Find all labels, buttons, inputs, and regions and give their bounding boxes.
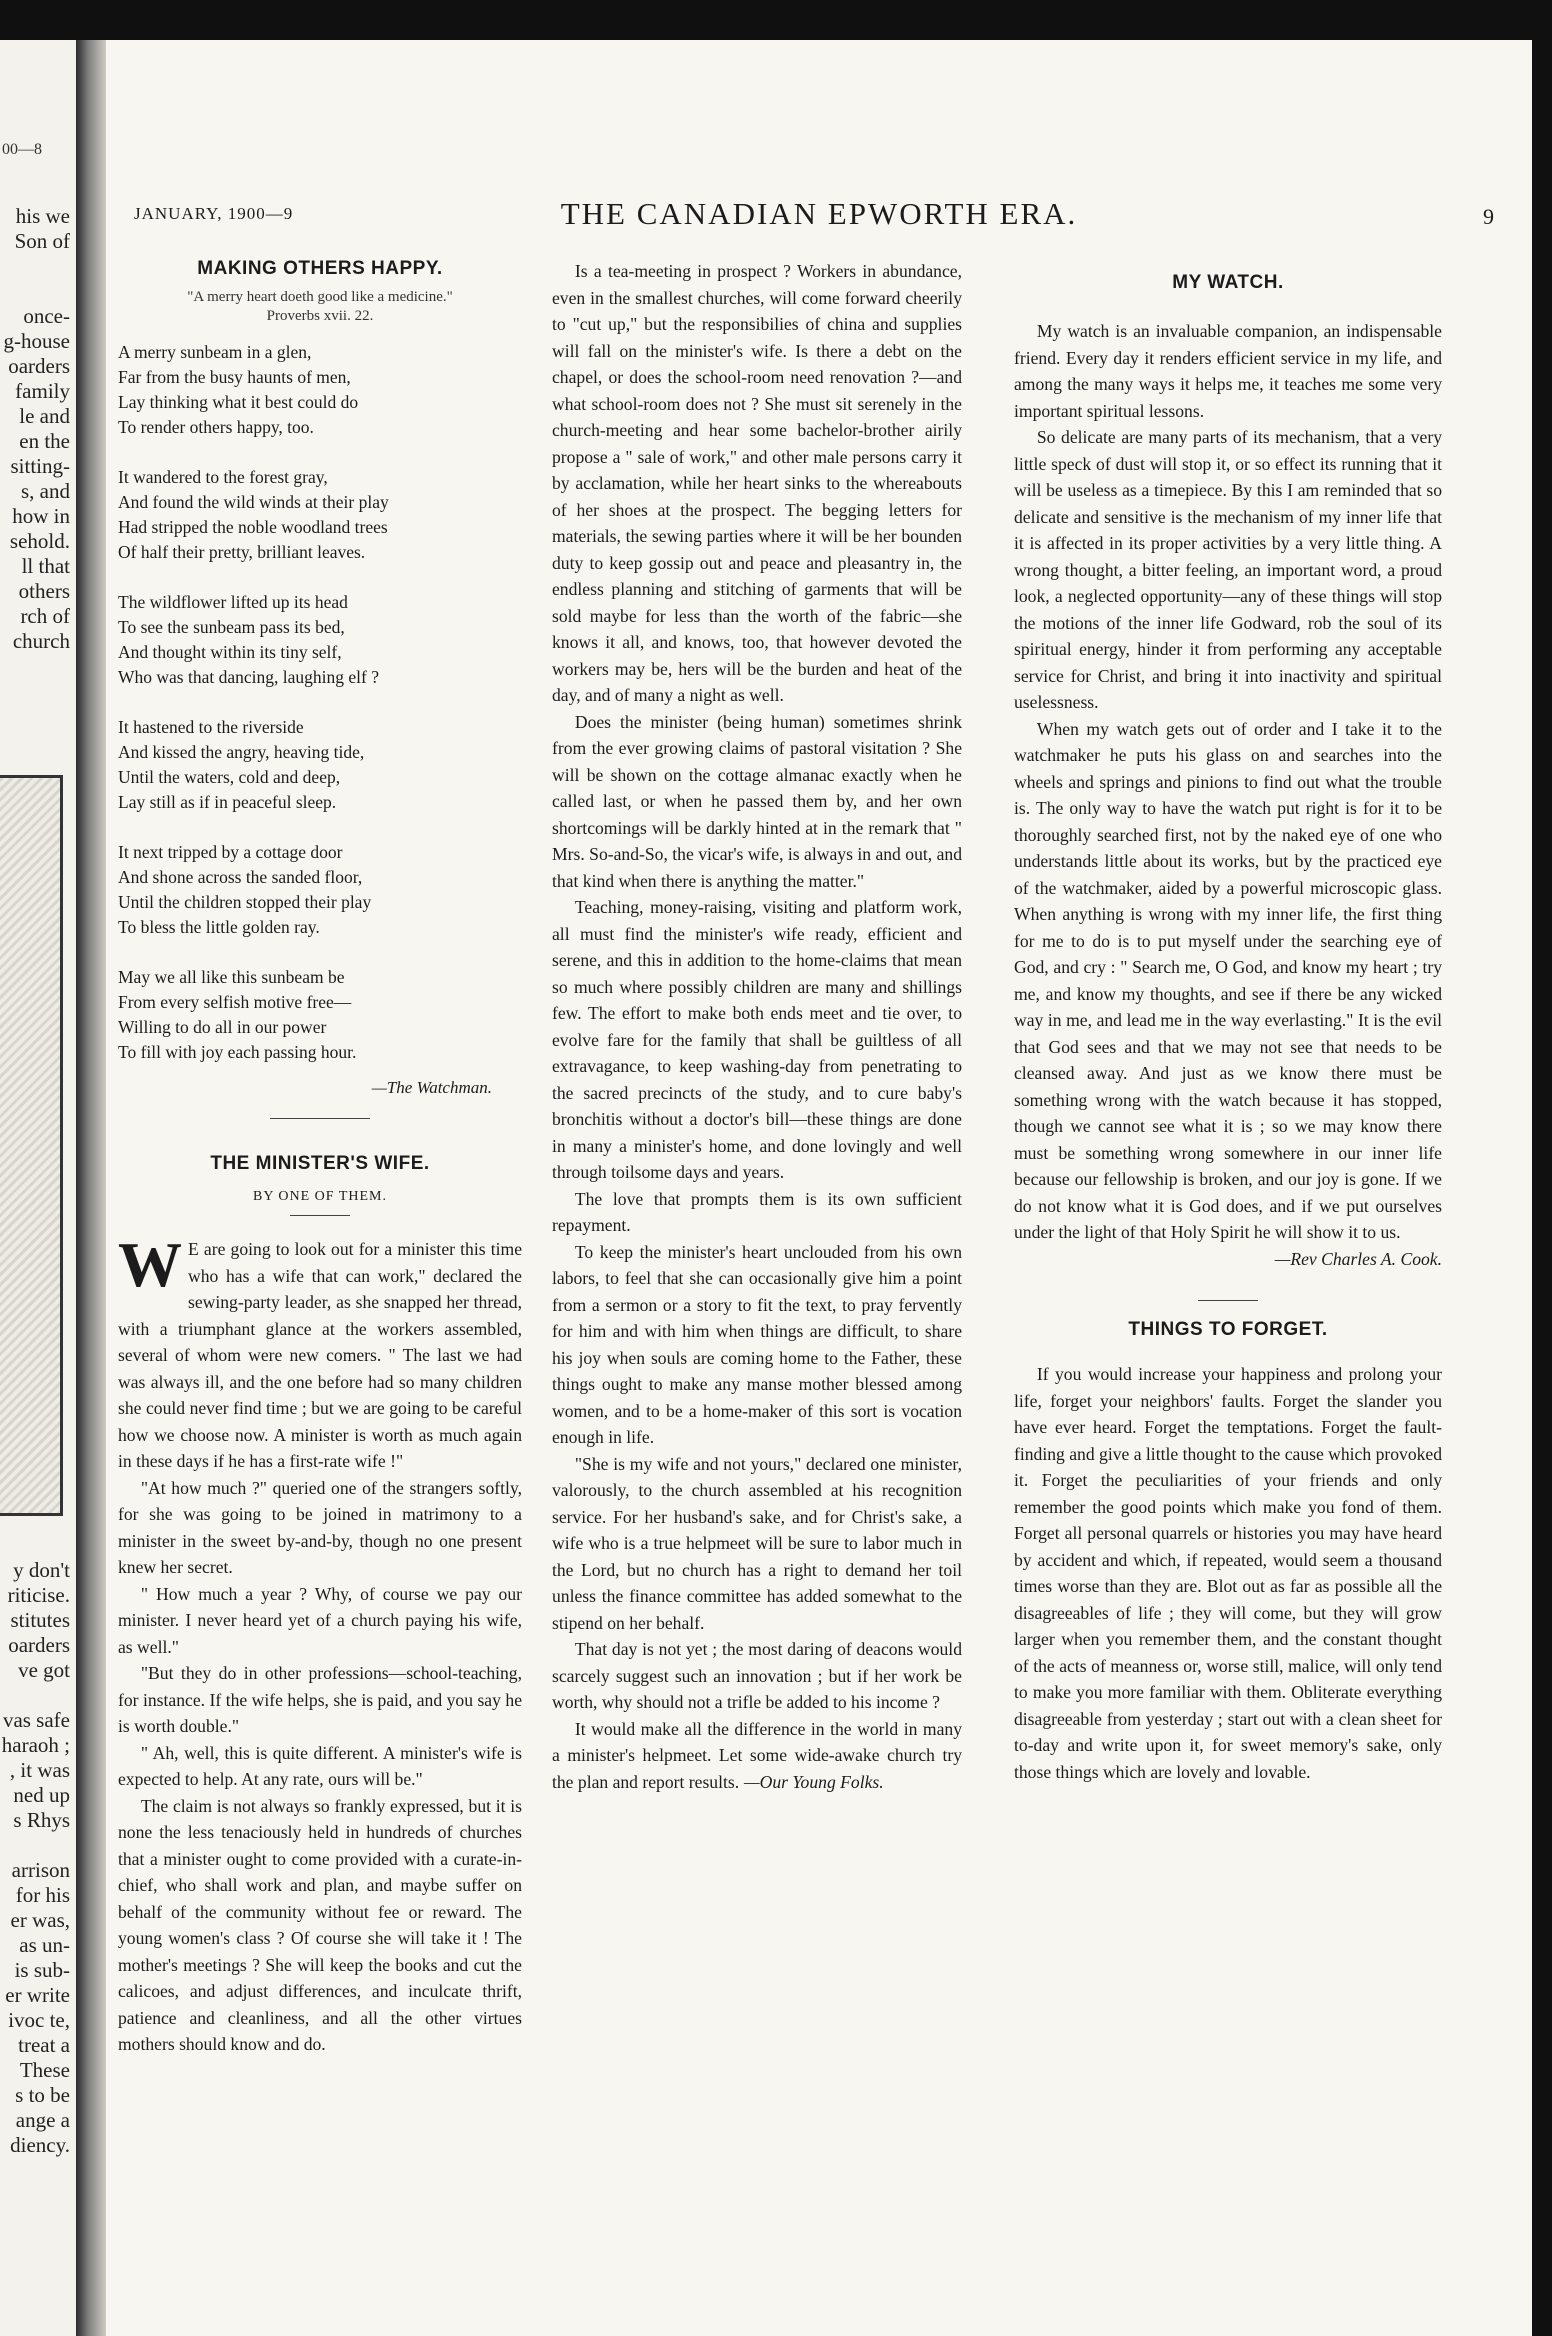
paragraph-text: Teaching, money-raising, visiting and platform work, all must find the minister's wife ready, efficient and serene, and this in addition to the home-claims that mean so much where possibly children are many and shillings few. The effort to make both ends meet and tie over, to evolve fare for the family that shall be guiltless of all extravagance, to keep washing-day from penetrating to the sacred precincts of the study, and to cure baby's bronchitis without a doctor's bill—these things are done in many a minister's home, and done lovingly and well through toilsome days and years. bbox=[552, 897, 962, 1182]
previous-page-line: g-house bbox=[3, 329, 70, 353]
previous-page-line: once- bbox=[23, 304, 70, 328]
poem-stanza bbox=[118, 840, 522, 940]
previous-page-line: ve got bbox=[18, 1658, 70, 1682]
previous-page-line: These bbox=[19, 2058, 70, 2082]
poem-line: It hastened to the riverside bbox=[118, 717, 304, 737]
poem-line: Until the waters, cold and deep, bbox=[118, 767, 341, 787]
paragraph bbox=[118, 1660, 522, 1740]
paragraph-text: Does the minister (being human) sometimes shrink from the ever growing claims of pastoral visitation ? She will be shown on the cottage almanac exactly when he called last, or when he passed them by, and her own shortcomings will be darkly hinted at in the remark that " Mrs. So-and-So, the vicar's wife, is always in and out, and that kind when there is anything the matter." bbox=[552, 711, 962, 891]
paragraph bbox=[552, 894, 962, 1186]
page-header bbox=[106, 158, 1532, 231]
poem-line: Had stripped the noble woodland trees bbox=[118, 517, 388, 537]
poem-attribution: —The Watchman. bbox=[371, 1078, 492, 1097]
column-1 bbox=[118, 258, 522, 2058]
paragraph-text: It would make all the difference in the world in many a minister's helpmeet. Let some wide-awake church try the plan and report results. bbox=[552, 1718, 962, 1792]
paragraph bbox=[118, 1229, 522, 1475]
article-title-making-others-happy: MAKING OTHERS HAPPY. bbox=[197, 258, 443, 279]
divider bbox=[290, 1215, 350, 1216]
paragraph-text: When my watch gets out of order and I take it to the watchmaker he puts his glass on and searches into the wheels and springs and pinions to find out what the trouble is. The only way to have the watch put right is for it to be thoroughly searched first, not by the naked eye of one who understands little about its works, but by the practiced eye of the watchmaker, aided by a powerful microscopic glass. When anything is wrong with my inner life, the first thing for me to do is to put myself under the searching eye of God, and cry : " Search me, O God, and know my heart ; try me, and know my thoughts, and see if there be any wicked way in me, and lead me in the way everlasting." It is the evil that God sees and that we may not see that needs to be cleansed away. And just as we know there must be something wrong with the watch because it has stopped, though we cannot see what it is ; so we may know there must be something wrong somewhere in our inner life because our fellowship is broken, and our joy is gone. If we do not know what it is God does, and if we put ourselves under the light of that Holy Spirit he will show it to us. bbox=[1014, 718, 1442, 1242]
paragraph-text: "At how much ?" queried one of the strangers softly, for she was going to be joined in matrimony to a minister in the sweet by-and-by, though no one present knew her secret. bbox=[118, 1477, 522, 1577]
previous-page-line: diency. bbox=[10, 2133, 70, 2157]
poem-line: Willing to do all in our power bbox=[118, 1017, 327, 1037]
previous-page-line: y don't bbox=[13, 1558, 70, 1582]
previous-page-line: treat a bbox=[18, 2033, 70, 2057]
paragraph bbox=[118, 1793, 522, 2058]
things-to-forget-text bbox=[1014, 1361, 1442, 1785]
epigraph-source: Proverbs xvii. 22. bbox=[266, 308, 374, 324]
previous-page-line: as un- bbox=[19, 1933, 70, 1957]
paragraph bbox=[118, 1475, 522, 1581]
poem-line: It next tripped by a cottage door bbox=[118, 842, 343, 862]
poem-line: May we all like this sunbeam be bbox=[118, 967, 345, 987]
poem-stanza bbox=[118, 340, 522, 440]
paragraph-text: "She is my wife and not yours," declared one minister, valorously, to the church assembled at his recognition service. For her husband's sake, and for Christ's sake, a wife who is a true helpmeet will be sure to labor much in the Lord, but no church has a right to demand her toil unless the finance committee has added somewhat to the stipend on her behalf. bbox=[552, 1453, 962, 1633]
poem-line: To see the sunbeam pass its bed, bbox=[118, 617, 345, 637]
previous-page-line: en the bbox=[19, 429, 70, 453]
column-3 bbox=[1014, 258, 1442, 1785]
poem-line: And kissed the angry, heaving tide, bbox=[118, 742, 365, 762]
paragraph bbox=[118, 1581, 522, 1661]
poem-line: To fill with joy each passing hour. bbox=[118, 1042, 357, 1062]
paragraph-text: So delicate are many parts of its mechanism, that a very little speck of dust will stop it, or so effect its running that it will be useless as a timepiece. By this I am reminded that so delicate and sensitive is the mechanism of my inner life that it is affected in its proper activities by a very little thing. A wrong thought, a bitter feeling, an important word, a proud look, a neglected opportunity—any of these things will stop the motions of the inner life Godward, rob the soul of its spiritual energy, hinder it from performing any acceptable service for Christ, and bring it into inactivity and spiritual uselessness. bbox=[1014, 427, 1442, 712]
poem-line: And thought within its tiny self, bbox=[118, 642, 342, 662]
previous-page-line: oarders bbox=[8, 1633, 70, 1657]
paragraph bbox=[552, 1239, 962, 1451]
previous-page-line: ange a bbox=[15, 2108, 70, 2132]
previous-page-line: stitutes bbox=[10, 1608, 70, 1632]
previous-page-line: s to be bbox=[15, 2083, 70, 2107]
article-title-my-watch: MY WATCH. bbox=[1172, 272, 1284, 293]
paragraph bbox=[552, 709, 962, 895]
poem-stanza bbox=[118, 715, 522, 815]
previous-page-line: er write bbox=[5, 1983, 70, 2007]
paragraph-text: To keep the minister's heart unclouded from his own labors, to feel that she can occasionally give him a point from a sermon or a story to fit the text, to pray fervently for him and with him when things are difficult, to share his joy when souls are coming home to the Father, these things ought to make any manse mother blessed among women, and to be a home-maker of this sort is vocation enough in life. bbox=[552, 1241, 962, 1447]
paragraph-text: E are going to look out for a minister this time who has a wife that can work," declared the sewing-party leader, as she snapped her thread, with a triumphant glance at the workers assembled, several of whom were new comers. " The last we had was always ill, and the one before had so many children she could never find time ; but we are going to be careful how we choose now. A minister is worth as much again in these days if he has a first-rate wife !" bbox=[118, 1239, 522, 1471]
previous-page-line: rch of bbox=[20, 604, 70, 628]
poem-line: And shone across the sanded floor, bbox=[118, 867, 363, 887]
divider bbox=[1198, 1300, 1258, 1301]
column-2 bbox=[552, 258, 962, 1795]
poem-stanza bbox=[118, 965, 522, 1065]
previous-page-line: s Rhys bbox=[13, 1808, 70, 1832]
paragraph-text: If you would increase your happiness and prolong your life, forget your neighbors' faults. Forget the slander you have ever heard. Forget the temptations. Forget the fault-finding and give a little thought to the cause which provoked it. Forget the peculiarities of your friends and only remember the good points which make you fond of them. Forget all personal quarrels or histories you may have heard by accident and which, if repeated, would seem a thousand times worse than they are. Blot out as far as possible all the disagreeables of life ; they will come, but they will grow larger when you remember them, and the constant thought of the acts of meanness or, worse still, malice, will only tend to make you more familiar with them. Obliterate everything disagreeable from yesterday ; start out with a clean sheet for to-day and write upon it, for sweet memory's sake, only those things which are lovely and lovable. bbox=[1014, 1364, 1443, 1782]
previous-page-line: riticise. bbox=[7, 1583, 70, 1607]
poem-stanza bbox=[118, 590, 522, 690]
poem-line: To bless the little golden ray. bbox=[118, 917, 320, 937]
attribution-text: —Our Young Folks. bbox=[744, 1771, 884, 1792]
poem-line: Who was that dancing, laughing elf ? bbox=[118, 667, 379, 687]
poem-line: From every selfish motive free— bbox=[118, 992, 352, 1012]
paragraph-text: My watch is an invaluable companion, an indispensable friend. Every day it renders efficient service in my life, and among the many ways it helps me, it teaches me some very important spiritual lessons. bbox=[1014, 321, 1442, 421]
previous-page-line: church bbox=[12, 629, 70, 653]
previous-page-edge bbox=[0, 40, 76, 2336]
previous-page-line: others bbox=[18, 579, 70, 603]
paragraph-text: " Ah, well, this is quite different. A minister's wife is expected to help. At any rate, ours will be." bbox=[118, 1742, 522, 1789]
poem bbox=[118, 340, 522, 1065]
previous-page-header: 00—8 bbox=[2, 141, 42, 158]
byline: BY ONE OF THEM. bbox=[252, 1189, 387, 1204]
poem-stanza bbox=[118, 465, 522, 565]
paragraph bbox=[552, 258, 962, 709]
previous-page-line: is sub- bbox=[14, 1958, 70, 1982]
poem-line: Of half their pretty, brilliant leaves. bbox=[118, 542, 366, 562]
previous-page-line: vas safe bbox=[2, 1708, 70, 1732]
divider bbox=[270, 1118, 370, 1119]
journal-title: THE CANADIAN EPWORTH ERA. bbox=[560, 196, 1078, 231]
page-number: 9 bbox=[1483, 204, 1494, 229]
page bbox=[106, 40, 1532, 2336]
paragraph bbox=[1014, 424, 1442, 716]
previous-page-line: , it was bbox=[9, 1758, 70, 1782]
header-date: JANUARY, 1900—9 bbox=[134, 204, 294, 223]
paragraph bbox=[552, 1186, 962, 1239]
binding-gutter bbox=[76, 40, 106, 2336]
previous-page-line: Son of bbox=[14, 229, 70, 253]
previous-page-line: family bbox=[15, 379, 70, 403]
previous-page-line: er was, bbox=[10, 1908, 70, 1932]
previous-page-line: oarders bbox=[8, 354, 70, 378]
previous-page-line: arrison bbox=[11, 1858, 70, 1882]
previous-page-line: le and bbox=[19, 404, 70, 428]
previous-page-line: ned up bbox=[13, 1783, 70, 1807]
poem-line: A merry sunbeam in a glen, bbox=[118, 342, 312, 362]
previous-page-line: sitting- bbox=[10, 454, 70, 478]
previous-page-line: ll that bbox=[21, 554, 70, 578]
poem-line: To render others happy, too. bbox=[118, 417, 314, 437]
paragraph bbox=[1014, 318, 1442, 424]
poem-line: The wildflower lifted up its head bbox=[118, 592, 348, 612]
epigraph-quote: "A merry heart doeth good like a medicine." bbox=[187, 289, 453, 305]
previous-page-line: how in bbox=[12, 504, 70, 528]
ministers-wife-text-part-1 bbox=[118, 1229, 522, 2058]
paragraph-text: The love that prompts them is its own sufficient repayment. bbox=[552, 1188, 962, 1235]
previous-page-line: his we bbox=[15, 204, 70, 228]
previous-page-line: s, and bbox=[21, 479, 70, 503]
my-watch-text bbox=[1014, 318, 1442, 1246]
paragraph-text: "But they do in other professions—school-teaching, for instance. If the wife helps, she is paid, and you say he is worth double." bbox=[118, 1663, 522, 1736]
poem-line: Until the children stopped their play bbox=[118, 892, 372, 912]
paragraph-text: That day is not yet ; the most daring of deacons would scarcely suggest such an innovation ; but if her work be worth, why should not a trifle be added to his income ? bbox=[552, 1639, 962, 1712]
paragraph bbox=[1014, 716, 1442, 1246]
previous-page-line: haraoh ; bbox=[1, 1733, 70, 1757]
paragraph-text: " How much a year ? Why, of course we pay our minister. I never heard yet of a church paying his wife, as well." bbox=[118, 1583, 522, 1657]
previous-page-illustration bbox=[0, 775, 63, 1516]
poem-line: Lay thinking what it best could do bbox=[118, 392, 359, 412]
article-title-things-to-forget: THINGS TO FORGET. bbox=[1128, 1319, 1328, 1340]
paragraph bbox=[1014, 1361, 1442, 1785]
poem-line: And found the wild winds at their play bbox=[118, 492, 389, 512]
poem-line: Lay still as if in peaceful sleep. bbox=[118, 792, 337, 812]
paragraph-text: Is a tea-meeting in prospect ? Workers in abundance, even in the smallest churches, will come forward cheerily to "cut up," but the responsibilies of china and supplies will fall on the minister's wife. Is there a debt on the chapel, or does the school-room need renovation ?—and what school-room does not ? She must sit serenely in the church-meeting and hear some bachelor-brother airily propose a " sale of work," and other male persons carry it by acclamation, while her heart sinks to the whereabouts of her shoes at the prospect. The begging letters for materials, the sewing parties where it will be her bounden duty to keep gossip out and peace and pleasantry in, the endless planning and stitching of garments that will be sold maybe for less than the worth of the fabric—she knows it all, and knows, too, that however devoted the workers may be, hers will be the burden and heat of the day, and of many a night as well. bbox=[552, 261, 962, 705]
paragraph bbox=[118, 1740, 522, 1793]
previous-page-line: sehold. bbox=[9, 529, 70, 553]
poem-line: Far from the busy haunts of men, bbox=[118, 367, 351, 387]
article-title-ministers-wife: THE MINISTER'S WIFE. bbox=[210, 1153, 430, 1174]
paragraph bbox=[552, 1636, 962, 1716]
my-watch-attribution bbox=[1014, 1246, 1442, 1273]
poem-line: It wandered to the forest gray, bbox=[118, 467, 328, 487]
previous-page-line: for his bbox=[15, 1883, 70, 1907]
epigraph bbox=[118, 288, 522, 326]
paragraph-text: The claim is not always so frankly expressed, but it is none the less tenaciously held in hundreds of churches that a minister ought to come provided with a curate-in-chief, who shall work and plan, and maybe suffer on behalf of the community without fee or reward. The young women's class ? Of course she will take it ! The mother's meetings ? She will keep the books and cut the calicoes, and adjust differences, and inculcate thrift, patience and cleanliness, and all the other virtues mothers should know and do. bbox=[118, 1795, 522, 2054]
ministers-wife-text-part-2 bbox=[552, 258, 962, 1795]
drop-cap: W bbox=[118, 1229, 182, 1300]
previous-page-line: ivoc te, bbox=[8, 2008, 70, 2032]
attribution-text: —Rev Charles A. Cook. bbox=[1274, 1248, 1442, 1269]
paragraph bbox=[552, 1451, 962, 1637]
